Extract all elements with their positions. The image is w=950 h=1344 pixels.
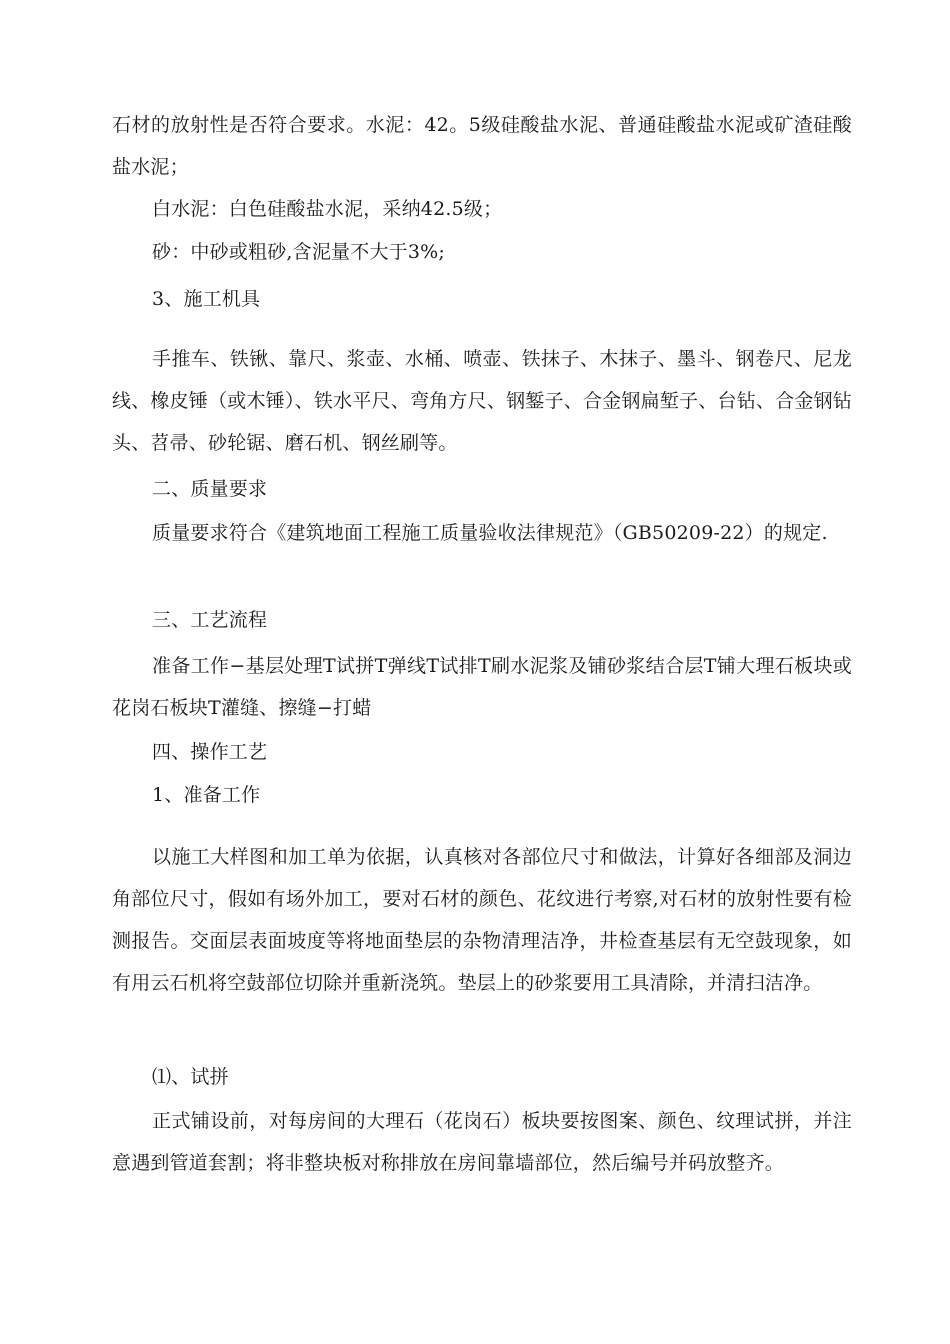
paragraph-tools-list: 手推车、铁锹、靠尺、浆壶、水桶、喷壶、铁抹子、木抹子、墨斗、钢卷尺、尼龙线、橡皮锤（或木锤）、铁水平尺、弯角方尺、钢錾子、合金钢扁堑子、台钻、合金钢钻头、苕帚、砂轮锯、磨石机、钢丝刷等。 — [112, 348, 852, 454]
heading-construction-tools: 3、施工机具 — [152, 288, 261, 310]
paragraph-sand: 砂：中砂或粗砂,含泥量不大于3%; — [152, 241, 445, 263]
paragraph-trial-assembly: 正式铺设前，对每房间的大理石（花岗石）板块要按图案、颜色、纹理试拼，并注意遇到管道套割；将非整块板对称排放在房间靠墙部位，然后编号并码放整齐。 — [112, 1110, 852, 1174]
heading-trial-assembly: ⑴、试拼 — [152, 1066, 229, 1088]
paragraph-preparation-details: 以施工大样图和加工单为依据，认真核对各部位尺寸和做法，计算好各细部及洞边角部位尺寸，假如有场外加工，要对石材的颜色、花纹进行考察,对石材的放射性要有检测报告。交面层表面坡度等将地面垫层的杂物清理洁净，井检查基层有无空鼓现象，如有用云石机将空鼓部位切除并重新浇筑。垫层上的砂浆要用工具清除，并清扫洁净。 — [112, 846, 852, 994]
paragraph-white-cement: 白水泥：白色硅酸盐水泥，采纳42.5级； — [152, 198, 503, 220]
heading-operation-process: 四、操作工艺 — [152, 741, 268, 763]
heading-process-flow: 三、工艺流程 — [152, 609, 268, 631]
heading-preparation: 1、准备工作 — [152, 784, 261, 806]
heading-quality-requirements: 二、质量要求 — [152, 478, 268, 500]
paragraph-material-cement: 石材的放射性是否符合要求。水泥：42。5级硅酸盐水泥、普通硅酸盐水泥或矿渣硅酸盐水泥； — [112, 114, 852, 178]
paragraph-quality-standard: 质量要求符合《建筑地面工程施工质量验收法律规范》（GB50209-22）的规定. — [152, 522, 828, 544]
paragraph-process-flow: 准备工作−基层处理T试拼T弹线T试排T刷水泥浆及铺砂浆结合层T铺大理石板块或花岗石板块T灌缝、擦缝−打蜡 — [112, 655, 852, 719]
